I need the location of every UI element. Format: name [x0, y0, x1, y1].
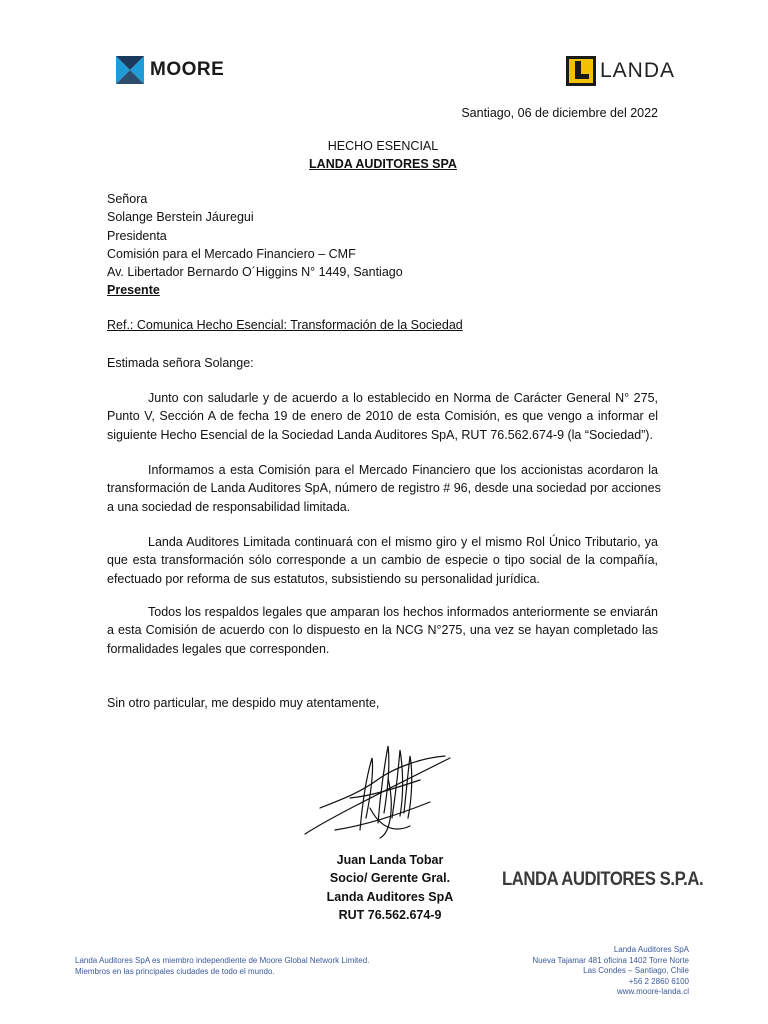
moore-logo-text: MOORE — [150, 59, 225, 80]
recipient-presente: Presente — [107, 283, 160, 298]
footer-right-line: Nueva Tajamar 481 oficina 1402 Torre Norte — [532, 955, 689, 965]
signature-image — [300, 738, 460, 842]
footer-right-line: +56 2 2860 6100 — [628, 976, 689, 986]
signer-block — [290, 851, 490, 924]
paragraph-line: Junto con saludarle y de acuerdo a lo establecido en Norma de Carácter General N° 275, — [148, 391, 658, 405]
company-title-text: LANDA AUDITORES SPA — [309, 157, 457, 171]
letter-date: Santiago, 06 de diciembre del 2022 — [461, 106, 658, 120]
signer-company: Landa Auditores SpA — [326, 889, 454, 904]
recipient-org: Comisión para el Mercado Financiero – CMF — [107, 246, 356, 261]
paragraph-2 — [107, 461, 661, 516]
paragraph-line: transformación de Landa Auditores SpA, número de registro # 96, desde una sociedad por acciones — [107, 481, 661, 496]
paragraph-line: Punto V, Sección A de fecha 19 de enero de 2010 de esta Comisión, es que vengo a informar el — [107, 409, 658, 424]
document-title: HECHO ESENCIAL — [327, 139, 439, 153]
company-stamp: LANDA AUDITORES S.P.A. — [502, 869, 704, 890]
paragraph-line: siguiente Hecho Esencial de la Sociedad Landa Auditores SpA, RUT 76.562.674-9 (la “Sociedad”). — [107, 427, 653, 442]
moore-logo-icon — [116, 56, 144, 84]
paragraph-line: que esta transformación sólo corresponde a un cambio de especie o tipo social de la compañía, — [107, 553, 658, 568]
landa-logo — [566, 56, 675, 86]
recipient-name: Solange Berstein Jáuregui — [107, 210, 254, 225]
paragraph-line: Informamos a esta Comisión para el Mercado Financiero que los accionistas acordaron la — [148, 463, 658, 477]
footer-left-line: Miembros en las principales ciudades de todo el mundo. — [75, 966, 275, 976]
footer-right — [470, 945, 689, 998]
moore-logo — [116, 56, 224, 84]
recipient-role: Presidenta — [107, 228, 167, 243]
footer-left-line: Landa Auditores SpA es miembro independiente de Moore Global Network Limited. — [75, 956, 370, 965]
paragraph-line: efectuado por reforma de sus estatutos, subsistiendo su personalidad jurídica. — [107, 571, 540, 586]
signer-rut: RUT 76.562.674-9 — [338, 907, 442, 922]
paragraph-line: formalidades legales que corresponden. — [107, 641, 330, 656]
paragraph-line: Todos los respaldos legales que amparan los hechos informados anteriormente se enviarán — [148, 605, 658, 619]
signer-title: Socio/ Gerente Gral. — [329, 871, 451, 886]
paragraph-line: Landa Auditores Limitada continuará con el mismo giro y el mismo Rol Único Tributario, ya — [148, 535, 658, 549]
recipient-salutation: Señora — [107, 192, 148, 206]
landa-logo-text: LANDA — [600, 59, 676, 82]
greeting: Estimada señora Solange: — [107, 356, 254, 370]
paragraph-1 — [107, 389, 658, 444]
paragraph-4 — [107, 603, 658, 658]
closing-line: Sin otro particular, me despido muy atentamente, — [107, 696, 380, 710]
paragraph-line: a una sociedad de responsabilidad limitada. — [107, 499, 351, 514]
signer-name: Juan Landa Tobar — [336, 853, 444, 867]
footer-left — [75, 956, 369, 977]
recipient-block — [107, 190, 403, 300]
footer-right-line: Las Condes – Santiago, Chile — [583, 966, 689, 975]
footer-right-line: Landa Auditores SpA — [613, 945, 689, 954]
recipient-address: Av. Libertador Bernardo O´Higgins N° 1449, Santiago — [107, 265, 403, 280]
company-title — [233, 155, 533, 173]
reference-line: Ref.: Comunica Hecho Esencial: Transformación de la Sociedad — [107, 318, 463, 332]
footer-website-link[interactable]: www.moore-landa.cl — [616, 987, 689, 996]
landa-logo-icon — [566, 56, 596, 86]
paragraph-line: a esta Comisión de acuerdo con lo dispuesto en la NCG N°275, una vez se hayan completado las — [107, 623, 658, 638]
paragraph-3 — [107, 533, 658, 588]
